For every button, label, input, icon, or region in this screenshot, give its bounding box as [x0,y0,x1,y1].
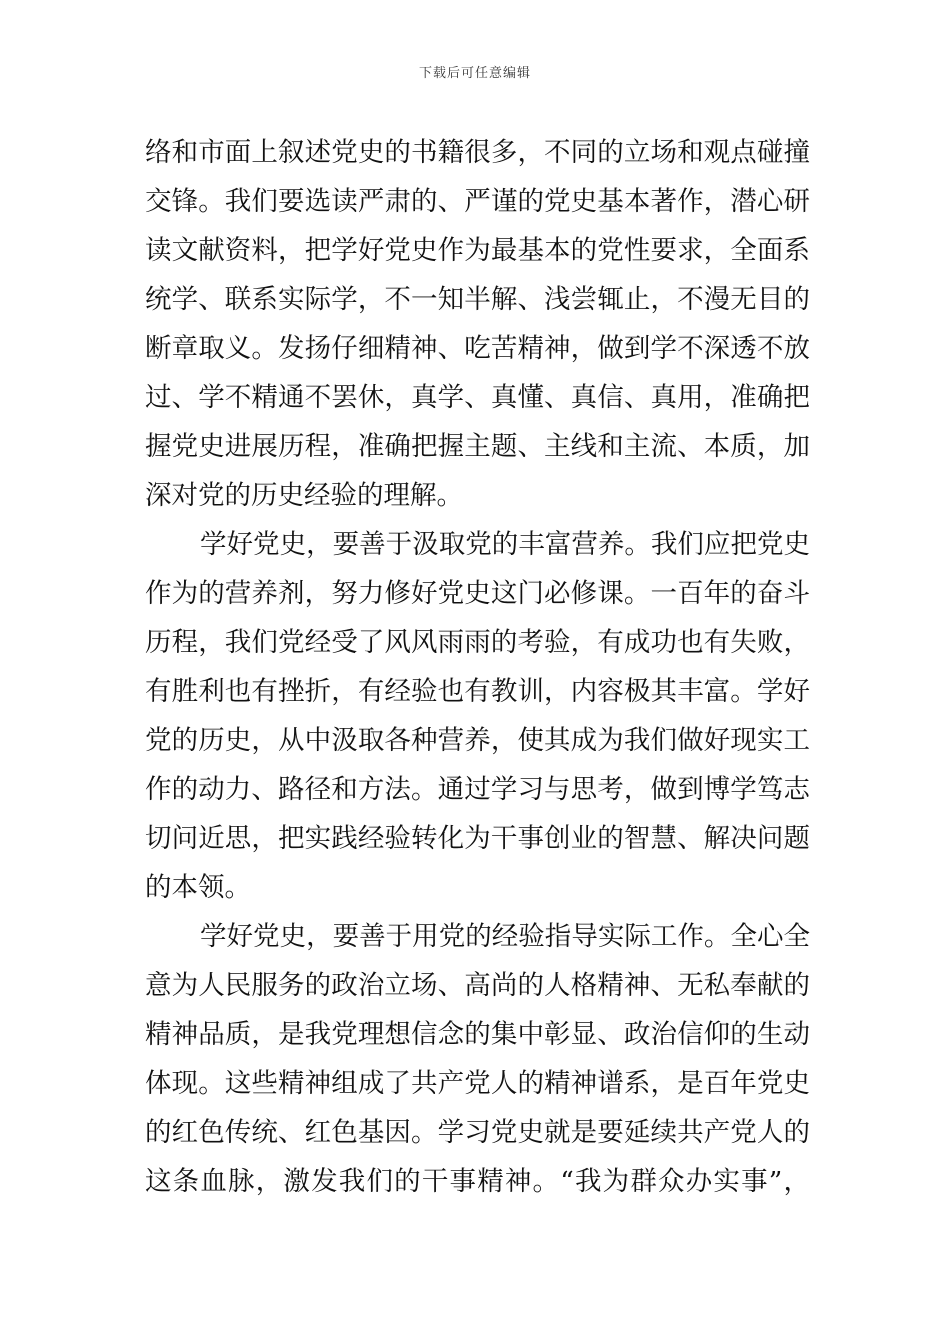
text-line: 党的历史，从中汲取各种营养，使其成为我们做好现实工 [145,725,810,756]
text-line: 的本领。 [145,872,251,903]
paragraph-2 [145,520,810,912]
paragraph-3 [145,912,810,1206]
text-line: 交锋。我们要选读严肃的、严谨的党史基本著作，潜心研 [145,186,810,217]
text-line: 统学、联系实际学，不一知半解、浅尝辄止，不漫无目的 [145,284,810,315]
text-line: 学好党史，要善于汲取党的丰富营养。我们应把党史 [200,529,810,560]
text-line: 学好党史，要善于用党的经验指导实际工作。全心全 [200,921,810,952]
text-line: 历程，我们党经受了风风雨雨的考验，有成功也有失败， [145,627,810,658]
text-line: 作的动力、路径和方法。通过学习与思考，做到博学笃志 [145,774,810,805]
text-line: 握党史进展历程，准确把握主题、主线和主流、本质，加 [145,431,810,462]
text-line: 有胜利也有挫折，有经验也有教训，内容极其丰富。学好 [145,676,810,707]
text-line: 这条血脉，激发我们的干事精神。“我为群众办实事”， [145,1166,810,1197]
text-line: 过、学不精通不罢休，真学、真懂、真信、真用，准确把 [145,382,810,413]
text-line: 切问近思，把实践经验转化为干事创业的智慧、解决问题 [145,823,810,854]
page-header: 下载后可任意编辑 [418,66,531,81]
text-line: 的红色传统、红色基因。学习党史就是要延续共产党人的 [145,1117,810,1148]
text-line: 作为的营养剂，努力修好党史这门必修课。一百年的奋斗 [145,578,810,609]
text-line: 深对党的历史经验的理解。 [145,480,463,511]
text-line: 读文献资料，把学好党史作为最基本的党性要求，全面系 [145,235,810,266]
text-line: 断章取义。发扬仔细精神、吃苦精神，做到学不深透不放 [145,333,810,364]
text-line: 络和市面上叙述党史的书籍很多，不同的立场和观点碰撞 [145,137,810,168]
paragraph-1 [145,128,810,520]
text-line: 意为人民服务的政治立场、高尚的人格精神、无私奉献的 [145,970,810,1001]
body-text [145,128,810,1206]
text-line: 体现。这些精神组成了共产党人的精神谱系，是百年党史 [145,1068,810,1099]
text-line: 精神品质，是我党理想信念的集中彰显、政治信仰的生动 [145,1019,810,1050]
